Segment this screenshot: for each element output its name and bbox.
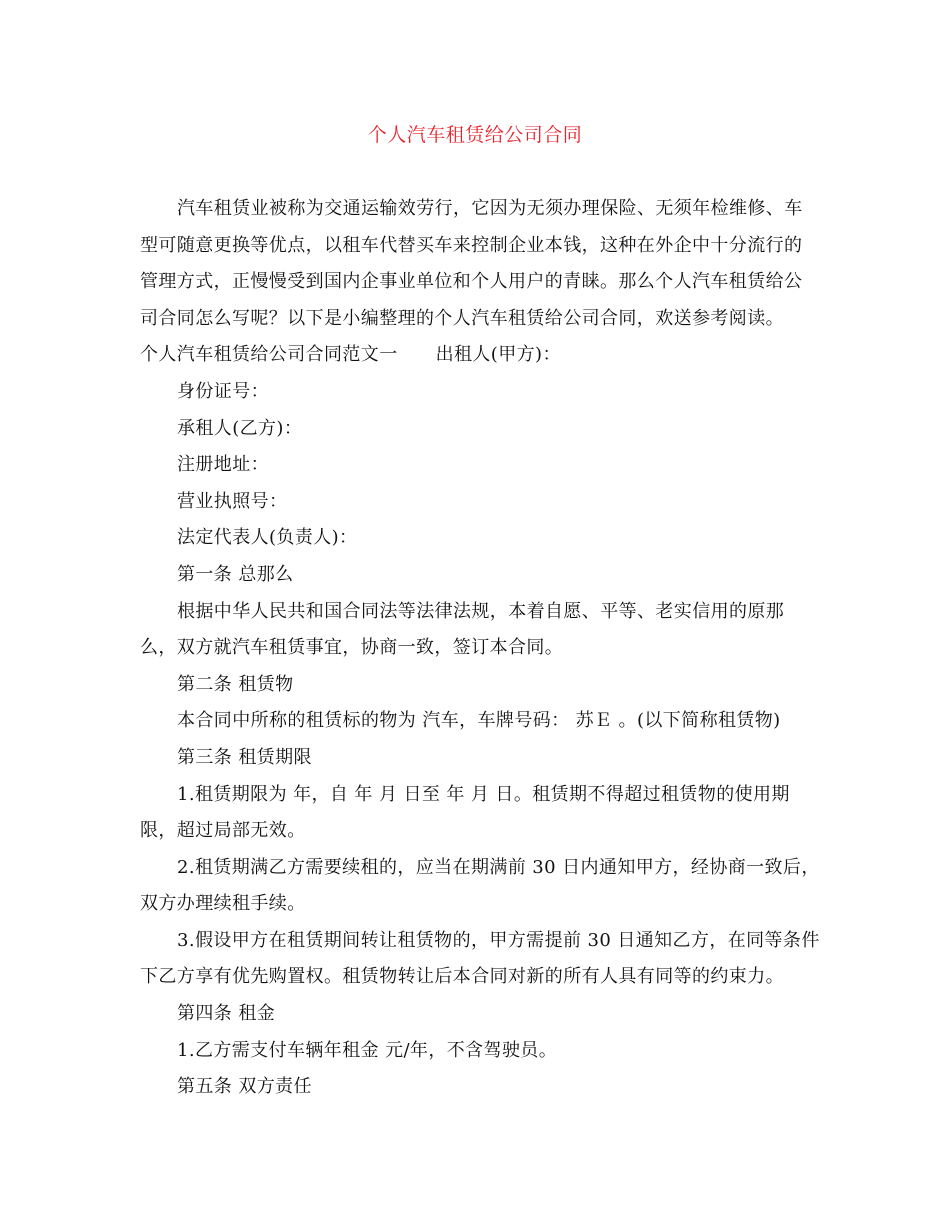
article-4-item-1: 1.乙方需支付车辆年租金 元/年，不含驾驶员。 <box>177 1039 558 1061</box>
article-4-title: 第四条 租金 <box>177 1003 276 1025</box>
document-body <box>140 191 820 1106</box>
intro-paragraph: 汽车租赁业被称为交通运输效劳行，它因为无须办理保险、无须年检维修、车型可随意更换等优点，以租车代替买车来控制企业本钱，这种在外企中十分流行的管理方式，正慢慢受到国内企事业单位和个人用户的青睐。那么个人汽车租赁给公司合同怎么写呢？以下是小编整理的个人汽车租赁给公司合同，欢送参考阅读。 <box>140 198 803 329</box>
article-3-item-2: 2.租赁期满乙方需要续租的，应当在期满前 30 日内通知甲方，经协商一致后，双方办理续租手续。 <box>140 856 820 915</box>
article-1-text: 根据中华人民共和国合同法等法律法规，本着自愿、平等、老实信用的原那么，双方就汽车租赁事宜，协商一致，签订本合同。 <box>140 600 785 659</box>
article-5-title: 第五条 双方责任 <box>177 1076 312 1098</box>
article-2-text: 本合同中所称的租赁标的物为 汽车，车牌号码： 苏Ｅ 。(以下简称租赁物) <box>177 710 781 732</box>
article-1-title: 第一条 总那么 <box>177 563 294 585</box>
lessor-field: 出租人(甲方)： <box>435 344 561 366</box>
business-license-field: 营业执照号： <box>177 490 288 512</box>
article-3-item-3: 3.假设甲方在租赁期间转让租赁物的，甲方需提前 30 日通知乙方，在同等条件下乙方享有优先购置权。租赁物转让后本合同对新的所有人具有同等的约束力。 <box>140 929 820 988</box>
article-3-item-1: 1.租赁期限为 年，自 年 月 日至 年 月 日。租赁期不得超过租赁物的使用期限，超过局部无效。 <box>140 783 790 842</box>
sample-heading-line <box>140 337 820 374</box>
lessee-field: 承租人(乙方)： <box>177 417 303 439</box>
legal-rep-field: 法定代表人(负责人)： <box>177 527 358 549</box>
registered-address-field: 注册地址： <box>177 454 269 476</box>
id-number-field: 身份证号： <box>177 380 269 402</box>
document-title: 个人汽车租赁给公司合同 <box>367 124 583 146</box>
article-3-title: 第三条 租赁期限 <box>177 746 312 768</box>
article-2-title: 第二条 租赁物 <box>177 673 294 695</box>
sample-heading: 个人汽车租赁给公司合同范文一 <box>140 344 398 366</box>
